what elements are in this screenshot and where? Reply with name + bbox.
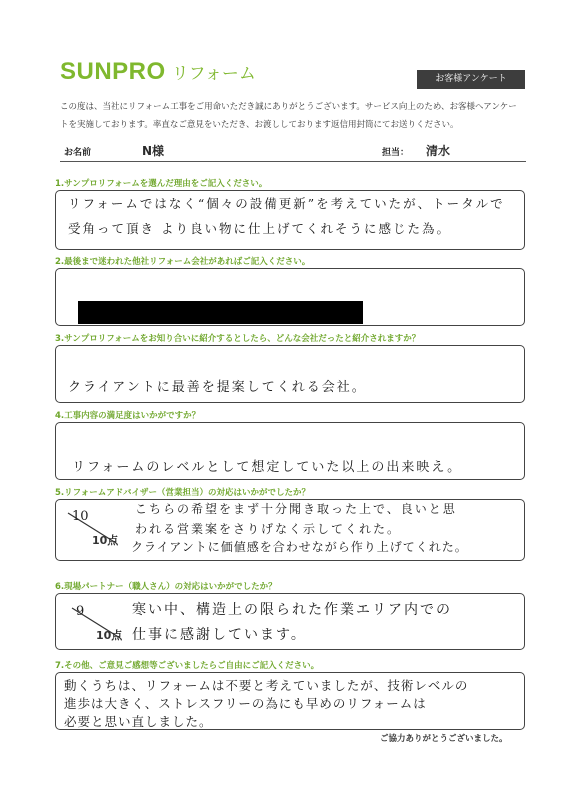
question-5-answer-line-1: こちらの希望をまず十分聞き取った上で、良いと思 [135,502,457,516]
question-6-label: 6.現場パートナー（職人さん）の対応はいかがでしたか？ [55,582,277,592]
question-5-answer-line-3: クライアントに価値感を合わせながら作り上げてくれた。 [131,540,468,554]
question-3-answer-line-1: クライアントに最善を提案してくれる会社。 [68,380,367,395]
name-label: お名前 [64,148,92,158]
question-1-label: 1.サンプロリフォームを選んだ理由をご記入ください。 [55,179,268,189]
question-6-score [66,600,128,646]
logo-subtitle: リフォーム [171,64,256,84]
question-1-answer-line-1: リフォームではなく“個々の設備更新”を考えていたが、トータルで [68,196,505,211]
sunpro-logo [60,58,256,84]
intro-line-2: トを実施しております。率直なご意見をいただき、お渡ししております返信用封筒にてお送りください。 [60,120,459,130]
intro-line-1: この度は、当社にリフォーム工事をご用命いただき誠にありがとうございます。サービス向上のため、お客様へアンケー [60,102,517,112]
question-5-score-max: 10点 [92,534,119,547]
redaction-bar [78,301,363,324]
customer-row [60,143,526,162]
question-4-label: 4.工事内容の満足度はいかがですか？ [55,411,201,421]
question-7-answer-line-3: 必要と思い直しました。 [64,714,213,729]
question-5-answer-line-2: われる営業案をさりげなく示してくれた。 [135,522,402,536]
question-5-score [62,505,124,551]
question-5-score-given: 10 [72,509,89,524]
question-6-score-max: 10点 [96,629,123,642]
question-5-label: 5.リフォームアドバイザー（営業担当）の対応はいかがでしたか？ [55,488,311,498]
question-6-score-given: 9 [76,604,85,619]
survey-badge: お客様アンケート [417,70,525,89]
question-7-answer-line-2: 進歩は大きく、ストレスフリーの為にも早めのリフォームは [64,696,427,711]
thanks-text: ご協力ありがとうございました。 [380,734,508,744]
staff-label: 担当： [382,148,410,158]
question-2-label: 2.最後まで迷われた他社リフォーム会社があればご記入ください。 [55,257,311,267]
intro-text [60,98,525,134]
question-4-answer-line-1: リフォームのレベルとして想定していた以上の出来映え。 [72,460,463,475]
staff-value: 清水 [426,144,451,158]
question-1-answer-line-2: 受角って頂き より良い物に仕上げてくれそうに感じた為。 [68,221,451,236]
question-6-answer-line-2: 仕事に感謝しています。 [132,627,307,643]
logo-wordmark: SUNPRO [60,58,166,85]
question-7-label: 7.その他、ご意見ご感想等ございましたらご自由にご記入ください。 [55,661,320,671]
question-3-label: 3.サンプロリフォームをお知り合いに紹介するとしたら、どんな会社だったと紹介されますか？ [55,334,421,344]
name-value: N様 [142,144,165,158]
question-7-answer-line-1: 動くうちは、リフォームは不要と考えていましたが、技術レベルの [64,678,469,693]
question-6-answer-line-1: 寒い中、構造上の限られた作業エリア内での [132,602,452,618]
